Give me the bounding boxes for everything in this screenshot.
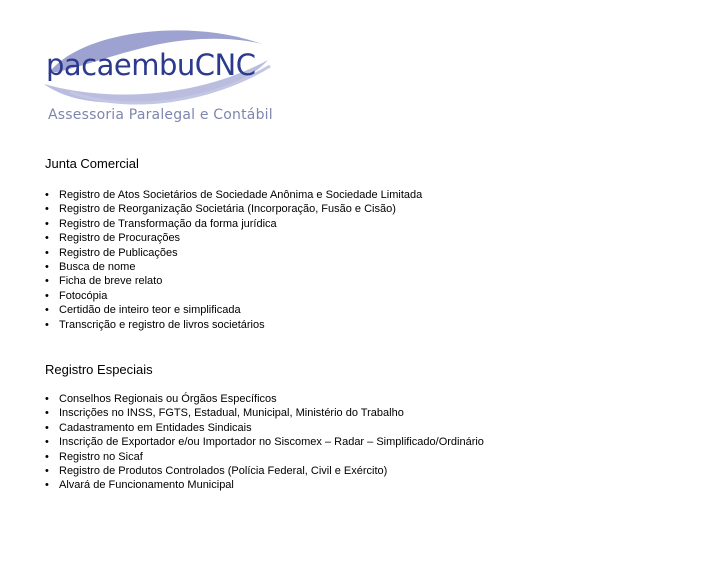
section-title-registro-especiais: Registro Especiais <box>45 362 153 377</box>
company-logo <box>40 22 280 132</box>
junta-comercial-list <box>45 188 422 332</box>
registro-especiais-list <box>45 392 484 493</box>
list-item: • Registro de Reorganização Societária (Incorporação, Fusão e Cisão) <box>45 202 422 216</box>
list-item: • Fotocópia <box>45 289 422 303</box>
list-item: • Registro no Sicaf <box>45 450 484 464</box>
list-item: • Registro de Atos Societários de Sociedade Anônima e Sociedade Limitada <box>45 188 422 202</box>
list-item: • Registro de Publicações <box>45 246 422 260</box>
list-item: • Ficha de breve relato <box>45 274 422 288</box>
list-item: • Conselhos Regionais ou Órgãos Específicos <box>45 392 484 406</box>
list-item: • Cadastramento em Entidades Sindicais <box>45 421 484 435</box>
list-item: • Registro de Transformação da forma jurídica <box>45 217 422 231</box>
list-item: • Inscrição de Exportador e/ou Importador no Siscomex – Radar – Simplificado/Ordinário <box>45 435 484 449</box>
logo-name: pacaembuCNC <box>46 48 256 82</box>
list-item: • Transcrição e registro de livros societários <box>45 318 422 332</box>
list-item: • Alvará de Funcionamento Municipal <box>45 478 484 492</box>
list-item: • Registro de Procurações <box>45 231 422 245</box>
list-item: • Registro de Produtos Controlados (Polícia Federal, Civil e Exército) <box>45 464 484 478</box>
list-item: • Busca de nome <box>45 260 422 274</box>
section-title-junta-comercial: Junta Comercial <box>45 156 139 171</box>
list-item: • Certidão de inteiro teor e simplificada <box>45 303 422 317</box>
logo-tagline: Assessoria Paralegal e Contábil <box>48 107 273 123</box>
list-item: • Inscrições no INSS, FGTS, Estadual, Municipal, Ministério do Trabalho <box>45 406 484 420</box>
